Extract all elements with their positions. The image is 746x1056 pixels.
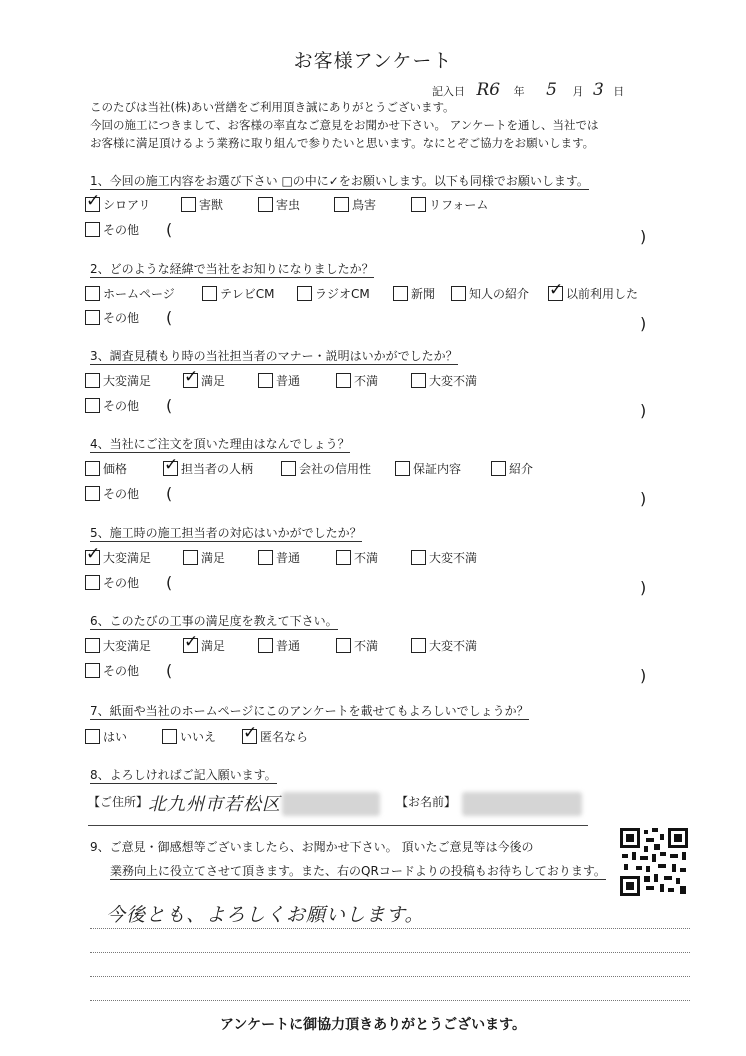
- checkbox[interactable]: [85, 486, 100, 501]
- redacted-address: [282, 792, 380, 816]
- option-reform[interactable]: リフォーム: [411, 196, 488, 213]
- paren-open: (: [166, 484, 173, 503]
- option-other[interactable]: その他: [85, 309, 139, 326]
- checkbox[interactable]: [491, 461, 506, 476]
- checkbox[interactable]: [451, 286, 466, 301]
- date-day-suffix: 日: [613, 85, 625, 98]
- intro-text: [90, 98, 650, 152]
- question-2: 2、どのような経緯で当社をお知りになりましたか？: [90, 262, 374, 276]
- paren-close: ): [640, 227, 647, 246]
- checkbox[interactable]: [548, 286, 563, 301]
- option-satisfied[interactable]: 満足: [183, 549, 225, 566]
- option-very-dissatisfied[interactable]: 大変不満: [411, 637, 477, 654]
- option-very-dissatisfied[interactable]: 大変不満: [411, 549, 477, 566]
- option-other[interactable]: その他: [85, 397, 139, 414]
- option-normal[interactable]: 普通: [258, 372, 300, 389]
- option-shiroari[interactable]: ✓ シロアリ: [85, 196, 151, 213]
- intro-line: 今回の施工につきまして、お客様の率直なご意見をお聞かせ下さい。 アンケートを通し、当社では: [90, 118, 599, 132]
- question-1: 1、今回の施工内容をお選び下さい □の中に✓をお願いします。以下も同様でお願いします。: [90, 174, 589, 188]
- option-homepage[interactable]: ホームページ: [85, 285, 175, 302]
- comment-line: [90, 928, 690, 929]
- question-3: 3、調査見積もり時の当社担当者のマナー・説明はいかがでしたか？: [90, 349, 458, 363]
- paren-close: ): [640, 314, 647, 333]
- comment-line: [90, 952, 690, 953]
- date-year-suffix: 年: [513, 85, 525, 98]
- option-referral[interactable]: 紹介: [491, 460, 533, 477]
- date-month-suffix: 月: [572, 85, 584, 98]
- option-very-satisfied[interactable]: 大変満足: [85, 637, 151, 654]
- comment-answer[interactable]: 今後とも、よろしくお願いします。: [106, 904, 425, 926]
- checkbox[interactable]: [85, 373, 100, 388]
- checkbox[interactable]: [336, 373, 351, 388]
- option-other[interactable]: その他: [85, 485, 139, 502]
- checkbox[interactable]: [85, 310, 100, 325]
- question-4: 4、当社にご注文を頂いた理由はなんでしょう？: [90, 437, 350, 451]
- checkbox[interactable]: [183, 550, 198, 565]
- name-label: 【お名前】: [396, 795, 457, 809]
- option-dissatisfied[interactable]: 不満: [336, 372, 378, 389]
- address-label: 【ご住所】: [88, 795, 149, 809]
- option-chogai[interactable]: 鳥害: [334, 196, 376, 213]
- checkbox[interactable]: [395, 461, 410, 476]
- option-other[interactable]: その他: [85, 221, 139, 238]
- paren-open: (: [166, 396, 173, 415]
- checkbox[interactable]: [258, 197, 273, 212]
- checkbox[interactable]: [411, 550, 426, 565]
- option-dissatisfied[interactable]: 不満: [336, 637, 378, 654]
- option-warranty[interactable]: 保証内容: [395, 460, 461, 477]
- option-anonymous[interactable]: ✓ 匿名なら: [242, 728, 308, 745]
- checkbox[interactable]: [297, 286, 312, 301]
- question-8: 8、よろしければご記入願います。: [90, 768, 277, 782]
- question-6: 6、このたびの工事の満足度を教えて下さい。: [90, 614, 338, 628]
- question-9-line2: 業務向上に役立てさせて頂きます。また、右のQRコードよりの投稿もお待ちしております。: [110, 864, 606, 878]
- option-no[interactable]: いいえ: [162, 728, 216, 745]
- checkbox[interactable]: [85, 663, 100, 678]
- thank-you-footer: アンケートに御協力頂きありがとうございます。: [219, 1017, 527, 1033]
- checkbox[interactable]: [411, 638, 426, 653]
- paren-open: (: [166, 220, 173, 239]
- checkbox[interactable]: [242, 729, 257, 744]
- checkbox[interactable]: [85, 550, 100, 565]
- checkbox[interactable]: [85, 398, 100, 413]
- option-company-trust[interactable]: 会社の信用性: [281, 460, 371, 477]
- checkbox[interactable]: [258, 373, 273, 388]
- option-yes[interactable]: はい: [85, 728, 127, 745]
- question-9-line1: 9、ご意見・御感想等ございましたら、お聞かせ下さい。 頂いたご意見等は今後の: [90, 840, 534, 854]
- intro-line: このたびは当社(株)あい営繕をご利用頂き誠にありがとうございます。: [90, 100, 455, 114]
- option-other[interactable]: その他: [85, 574, 139, 591]
- option-very-dissatisfied[interactable]: 大変不満: [411, 372, 477, 389]
- paren-open: (: [166, 308, 173, 327]
- address-underline: [88, 825, 588, 826]
- option-price[interactable]: 価格: [85, 460, 127, 477]
- checkbox[interactable]: [336, 550, 351, 565]
- option-newspaper[interactable]: 新聞: [393, 285, 435, 302]
- checkbox[interactable]: [281, 461, 296, 476]
- comment-line: [90, 976, 690, 977]
- option-staff-personality[interactable]: ✓ 担当者の人柄: [163, 460, 253, 477]
- option-dissatisfied[interactable]: 不満: [336, 549, 378, 566]
- comment-line: [90, 1000, 690, 1001]
- checkbox[interactable]: [85, 197, 100, 212]
- paren-close: ): [640, 578, 647, 597]
- option-other[interactable]: その他: [85, 662, 139, 679]
- checkbox[interactable]: [183, 373, 198, 388]
- page-title: お客様アンケート: [293, 50, 453, 72]
- entry-date: [432, 80, 624, 100]
- option-satisfied[interactable]: ✓ 満足: [183, 637, 225, 654]
- checkbox[interactable]: [85, 461, 100, 476]
- checkbox[interactable]: [202, 286, 217, 301]
- date-month[interactable]: 5: [546, 80, 557, 100]
- checkbox[interactable]: [163, 461, 178, 476]
- option-very-satisfied[interactable]: ✓ 大変満足: [85, 549, 151, 566]
- checkbox[interactable]: [85, 638, 100, 653]
- option-very-satisfied[interactable]: 大変満足: [85, 372, 151, 389]
- option-tv-cm[interactable]: テレビCM: [202, 285, 275, 302]
- date-label: 記入日: [432, 85, 465, 98]
- checkbox[interactable]: [393, 286, 408, 301]
- option-used-before[interactable]: ✓ 以前利用した: [548, 285, 638, 302]
- option-gaichu[interactable]: 害虫: [258, 196, 300, 213]
- checkbox[interactable]: [258, 550, 273, 565]
- checkbox[interactable]: [183, 638, 198, 653]
- redacted-name: [462, 792, 582, 816]
- checkbox[interactable]: [334, 197, 349, 212]
- intro-line: お客様に満足頂けるよう業務に取り組んで参りたいと思います。なにとぞご協力をお願いします。: [90, 136, 595, 150]
- option-normal[interactable]: 普通: [258, 637, 300, 654]
- option-radio-cm[interactable]: ラジオCM: [297, 285, 370, 302]
- paren-close: ): [640, 666, 647, 685]
- option-normal[interactable]: 普通: [258, 549, 300, 566]
- question-7: 7、紙面や当社のホームページにこのアンケートを載せてもよろしいでしょうか？: [90, 704, 529, 718]
- date-day[interactable]: 3: [592, 80, 604, 100]
- checkbox[interactable]: [411, 197, 426, 212]
- option-gaiju[interactable]: 害獣: [181, 196, 223, 213]
- checkbox[interactable]: [85, 575, 100, 590]
- checkbox[interactable]: [162, 729, 177, 744]
- date-era-year[interactable]: R6: [476, 80, 501, 100]
- checkbox[interactable]: [336, 638, 351, 653]
- option-acquaintance[interactable]: 知人の紹介: [451, 285, 529, 302]
- address-value[interactable]: 北九州市若松区: [148, 794, 281, 815]
- paren-open: (: [166, 573, 173, 592]
- checkbox[interactable]: [258, 638, 273, 653]
- option-satisfied[interactable]: ✓ 満足: [183, 372, 225, 389]
- paren-open: (: [166, 661, 173, 680]
- checkbox[interactable]: [85, 729, 100, 744]
- paren-close: ): [640, 489, 647, 508]
- qr-code-icon[interactable]: [618, 826, 690, 898]
- checkbox[interactable]: [85, 222, 100, 237]
- question-5: 5、施工時の施工担当者の対応はいかがでしたか？: [90, 526, 362, 540]
- checkbox[interactable]: [411, 373, 426, 388]
- checkbox[interactable]: [181, 197, 196, 212]
- paren-close: ): [640, 401, 647, 420]
- checkbox[interactable]: [85, 286, 100, 301]
